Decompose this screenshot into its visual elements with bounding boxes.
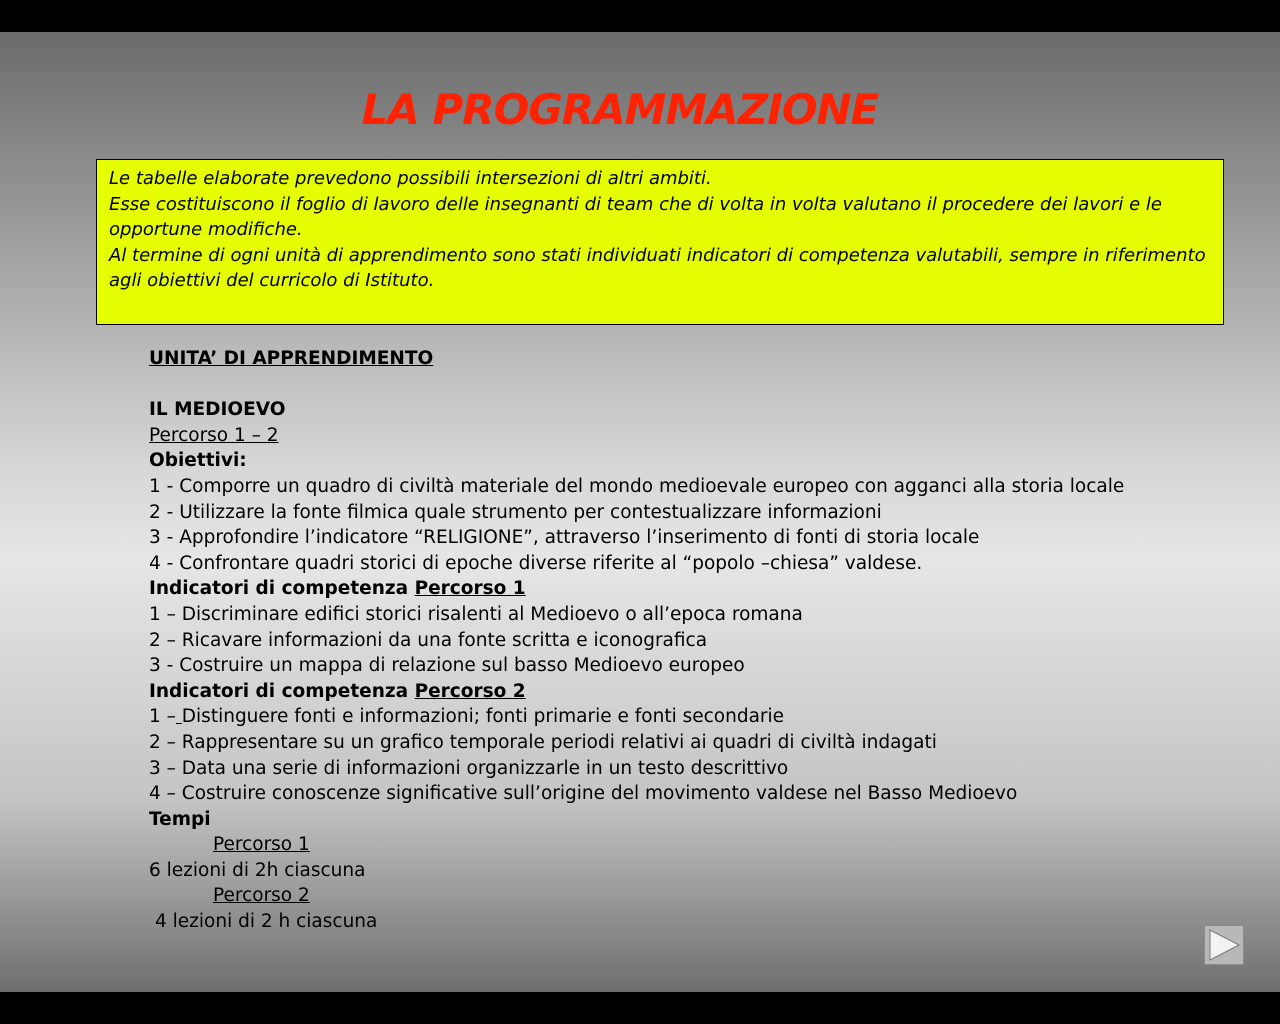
note-box [96,159,1224,325]
indicator-item: 2 – Ricavare informazioni da una fonte scritta e iconografica [149,629,708,651]
unit-heading: UNITA’ DI APPRENDIMENTO [149,348,434,369]
objective-item: 1 - Comporre un quadro di civiltà materiale del mondo medioevale europeo con agganci alla storia locale [149,475,1125,497]
play-next-icon [1205,926,1243,964]
letterbox-bottom [0,992,1280,1024]
unit-content [149,346,1229,935]
tempi-percorso-2: Percorso 2 [213,885,310,907]
percorso-range: Percorso 1 – 2 [149,424,279,446]
indicator-prefix: 1 – [149,706,176,728]
indicators-p1-heading [149,576,1229,602]
indicators-label: Indicatori di competenza [149,578,415,600]
tempi-label: Tempi [149,808,211,830]
note-line-1: Le tabelle elaborate prevedono possibili intersezioni di altri ambiti. [109,168,712,189]
indicator-item: 2 – Rappresentare su un grafico temporale periodi relativi ai quadri di civiltà indagati [149,731,937,753]
tempi-value-2: 4 lezioni di 2 h ciascuna [155,911,378,933]
note-line-3: Al termine di ogni unità di apprendimento sono stati individuati indicatori di competenza valutabili, sempre in riferimento agli obiettivi del curricolo di Istituto. [109,244,1206,291]
indicators-label: Indicatori di competenza [149,680,415,702]
percorso-2-label: Percorso 2 [414,680,526,702]
objective-item: 4 - Confrontare quadri storici di epoche diverse riferite al “popolo –chiesa” valdese. [149,552,923,574]
slide [0,32,1280,992]
unit-title: IL MEDIOEVO [149,399,286,421]
objectives-label: Obiettivi: [149,450,247,472]
indicator-item [149,704,1229,730]
slide-title: LA PROGRAMMAZIONE [361,85,879,134]
tempi-percorso-1: Percorso 1 [213,834,310,856]
tempi-value-1: 6 lezioni di 2h ciascuna [149,859,366,881]
next-slide-button[interactable] [1204,925,1244,965]
indicators-p2-heading [149,679,1229,705]
indicator-item: 4 – Costruire conoscenze significative sull’origine del movimento valdese nel Basso Medioevo [149,783,1018,805]
spacer [149,372,1229,398]
objective-item: 2 - Utilizzare la fonte filmica quale strumento per contestualizzare informazioni [149,501,882,523]
indicator-item: 3 – Data una serie di informazioni organizzarle in un testo descrittivo [149,757,789,779]
indicator-text: Distinguere fonti e informazioni; fonti primarie e fonti secondarie [181,706,785,728]
percorso-1-label: Percorso 1 [414,578,526,600]
note-line-2: Esse costituiscono il foglio di lavoro delle insegnanti di team che di volta in volta valutano il procedere dei lavori e le opportune modifiche. [109,193,1162,240]
objective-item: 3 - Approfondire l’indicatore “RELIGIONE”, attraverso l’inserimento di fonti di storia locale [149,527,980,549]
indicator-item: 3 - Costruire un mappa di relazione sul basso Medioevo europeo [149,655,745,677]
letterbox-top [0,0,1280,32]
indicator-item: 1 – Discriminare edifici storici risalenti al Medioevo o all’epoca romana [149,603,803,625]
